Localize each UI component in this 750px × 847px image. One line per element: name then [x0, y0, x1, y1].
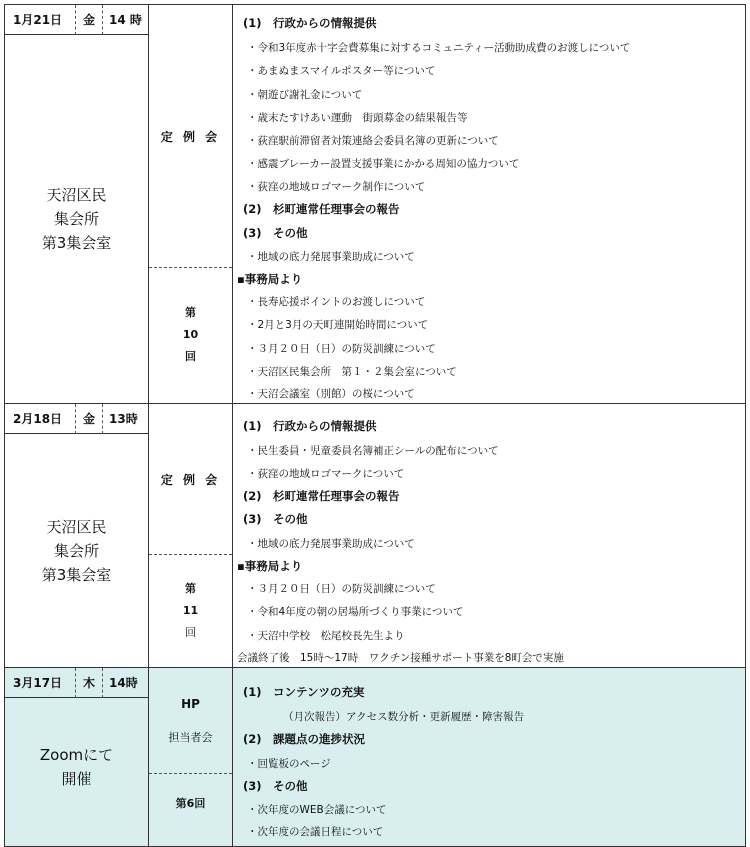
- meeting-2-type-column: [149, 404, 233, 667]
- agenda-heading: (3) その他: [243, 226, 308, 240]
- agenda-item: ・天沼区民集会所 第１・２集会室について: [247, 366, 457, 378]
- agenda-heading: (1) 行政からの情報提供: [243, 419, 377, 433]
- agenda-item: ・回覧板のページ: [247, 758, 331, 770]
- session-number: 10: [182, 328, 199, 341]
- session-label: 第: [185, 581, 196, 595]
- meeting-weekday: 木: [75, 668, 103, 698]
- meeting-date: 3月17日: [13, 676, 63, 690]
- meeting-session: [149, 773, 232, 846]
- agenda-item: ・天沼会議室（別館）の桜について: [247, 388, 415, 400]
- agenda-item: ・地域の底力発展事業助成について: [247, 251, 415, 263]
- agenda-item: ・地域の底力発展事業助成について: [247, 538, 415, 550]
- session-number: 11: [182, 603, 199, 617]
- meeting-weekday: 金: [75, 5, 103, 35]
- meeting-type-sub: 担当者会: [168, 730, 213, 744]
- venue-line: 第3集会室: [41, 234, 112, 252]
- session-label: 回: [185, 350, 196, 363]
- agenda-item: ・３月２０日（日）の防災訓練について: [247, 343, 436, 355]
- meeting-type-label: HP: [181, 696, 200, 711]
- agenda-item: ・長寿応援ポイントのお渡しについて: [247, 296, 426, 308]
- meeting-1-agenda: [233, 5, 745, 403]
- agenda-item: ・朝遊び謝礼金について: [247, 89, 363, 101]
- agenda-section: ▪事務局より: [237, 272, 303, 286]
- agenda-item: ・民生委員・児童委員名簿補正シールの配布について: [247, 445, 499, 457]
- agenda-item: ・次年度の会議日程について: [247, 826, 384, 838]
- session-label: 回: [185, 625, 196, 639]
- venue-line: Zoomにて: [39, 746, 114, 764]
- agenda-item: ・荻窪の地域ロゴマーク制作について: [247, 181, 426, 193]
- meeting-block-1: [4, 4, 746, 404]
- meeting-3-left-column: [5, 668, 149, 846]
- venue-line: 天沼区民: [46, 517, 107, 536]
- agenda-item: （月次報告）アクセス数分析・更新履歴・障害報告: [283, 711, 525, 723]
- meeting-1-type-column: [149, 5, 233, 403]
- agenda-heading: (2) 杉町連常任理事会の報告: [243, 202, 400, 216]
- session-label: 第: [185, 306, 196, 319]
- meeting-type: [149, 668, 232, 774]
- agenda-note: 会議終了後 15時〜17時 ワクチン接種サポート事業を8町会で実施: [237, 652, 564, 664]
- agenda-heading: (3) その他: [243, 779, 308, 793]
- meeting-2-agenda: [233, 404, 745, 667]
- meeting-time: 13時: [109, 412, 138, 426]
- meeting-2-date-row: [5, 404, 148, 434]
- meeting-2-left-column: [5, 404, 149, 667]
- agenda-item: ・荻窪の地域ロゴマークについて: [247, 468, 405, 480]
- agenda-section: ▪事務局より: [237, 559, 303, 573]
- meeting-block-2: [4, 403, 746, 668]
- agenda-item: ・感震ブレーカー設置支援事業にかかる周知の協力ついて: [247, 158, 520, 170]
- venue-line: 開催: [61, 770, 92, 788]
- meeting-session: [149, 267, 232, 403]
- venue-line: 集会所: [53, 210, 99, 228]
- venue-line: 第3集会室: [41, 565, 112, 584]
- meeting-3-type-column: [149, 668, 233, 846]
- meeting-1-left-column: [5, 5, 149, 403]
- agenda-heading: (1) コンテンツの充実: [243, 685, 365, 699]
- agenda-item: ・令和4年度の朝の居場所づくり事業について: [247, 606, 464, 618]
- agenda-item: ・天沼中学校 松尾校長先生より: [247, 630, 405, 642]
- session-label: 第6回: [175, 797, 206, 810]
- meeting-weekday: 金: [75, 404, 103, 434]
- meeting-date: 2月18日: [13, 412, 63, 426]
- venue-line: 天沼区民: [46, 186, 107, 204]
- agenda-heading: (2) 課題点の進捗状況: [243, 732, 366, 746]
- agenda-item: ・３月２０日（日）の防災訓練について: [247, 583, 436, 595]
- meeting-session: [149, 554, 232, 667]
- meeting-block-3: [4, 667, 746, 847]
- agenda-heading: (1) 行政からの情報提供: [243, 16, 377, 30]
- agenda-item: ・歳末たすけあい運動 街頭募金の結果報告等: [247, 112, 468, 124]
- agenda-item: ・荻窪駅前滞留者対策連絡会委員名簿の更新について: [247, 135, 499, 147]
- meeting-time: 14 時: [109, 13, 142, 27]
- agenda-item: ・次年度のWEB会議について: [247, 804, 387, 816]
- meeting-2-venue: [5, 434, 148, 667]
- meeting-3-agenda: [233, 668, 745, 846]
- meeting-3-date-row: [5, 668, 148, 698]
- meeting-type: 定 例 会: [149, 404, 232, 555]
- venue-line: 集会所: [53, 541, 99, 560]
- meeting-1-date-row: [5, 5, 148, 35]
- meeting-3-venue: [5, 698, 148, 836]
- meeting-1-venue: [5, 35, 148, 403]
- agenda-item: ・令和3年度赤十字会費募集に対するコミュニティー活動助成費のお渡しについて: [247, 42, 631, 54]
- meeting-time: 14時: [109, 676, 138, 690]
- meeting-date: 1月21日: [13, 13, 63, 27]
- agenda-item: ・あまぬまスマイルポスター等について: [247, 65, 436, 77]
- agenda-heading: (2) 杉町連常任理事会の報告: [243, 489, 400, 503]
- agenda-item: ・2月と3月の天町連開始時間について: [247, 319, 429, 331]
- meeting-type: 定 例 会: [149, 5, 232, 268]
- agenda-heading: (3) その他: [243, 512, 308, 526]
